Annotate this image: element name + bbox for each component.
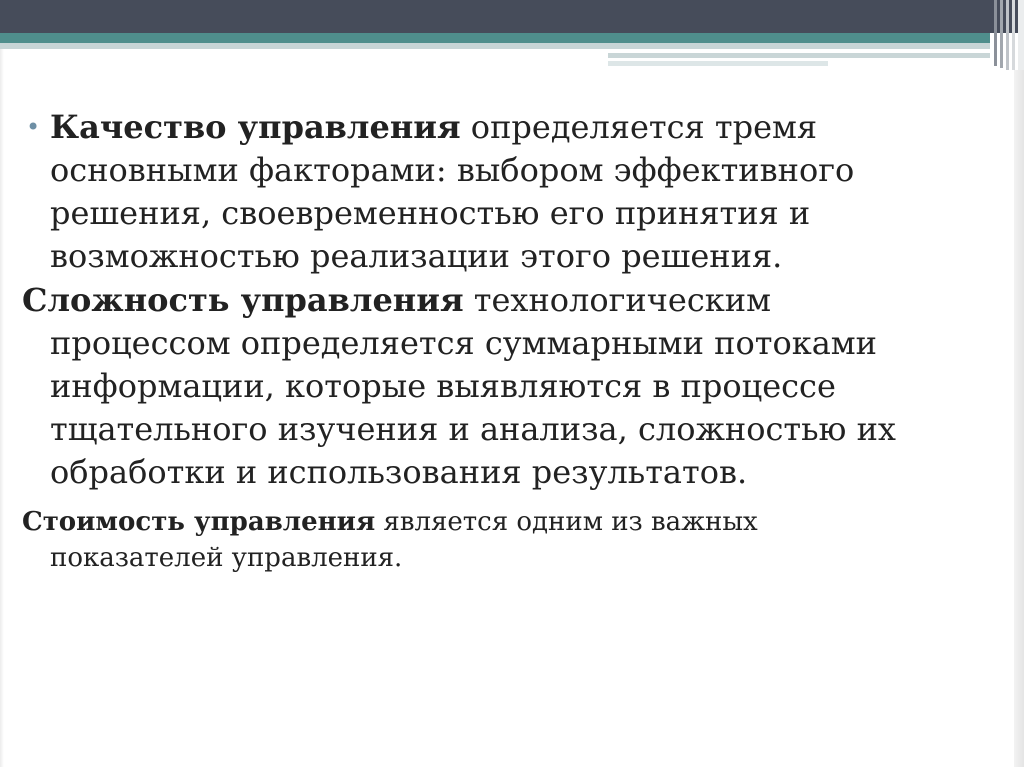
paragraph-quality-line-1: определяется тремя (460, 108, 818, 146)
paragraph-complexity-line-3: информации, которые выявляются в процессе (50, 367, 836, 405)
paragraph-quality-line-4: возможностью реализации этого решения. (50, 237, 783, 275)
paragraph-complexity-line-5: обработки и использования результатов. (50, 453, 748, 491)
term-quality: Качество управления (50, 108, 461, 146)
page-fold-decoration (990, 0, 1024, 70)
paragraph-complexity-line-1: технологическим (463, 281, 771, 319)
header-bar-light (0, 43, 1000, 49)
header-stripe (608, 53, 1000, 58)
term-complexity: Сложность управления (22, 281, 464, 319)
paragraph-complexity (22, 279, 982, 494)
paragraph-cost (22, 504, 982, 576)
paragraph-cost-line-2: показателей управления. (50, 543, 403, 573)
page-edge-right (1014, 70, 1024, 767)
header-bar-teal (0, 33, 1000, 43)
bullet-dot-icon: • (26, 113, 41, 141)
header-stripe-short (608, 61, 828, 66)
paragraph-quality (22, 106, 982, 278)
paragraph-complexity-line-4: тщательного изучения и анализа, сложностью их (50, 410, 896, 448)
page-edge-left (0, 49, 4, 767)
paragraph-cost-line-1: является одним из важных (375, 507, 758, 537)
slide-body (22, 106, 982, 576)
paragraph-quality-line-2: основными факторами: выбором эффективного (50, 151, 855, 189)
term-cost: Стоимость управления (22, 507, 376, 537)
header-bar-dark (0, 0, 1024, 33)
paragraph-quality-line-3: решения, своевременностью его принятия и (50, 194, 811, 232)
paragraph-complexity-line-2: процессом определяется суммарными потоками (50, 324, 877, 362)
